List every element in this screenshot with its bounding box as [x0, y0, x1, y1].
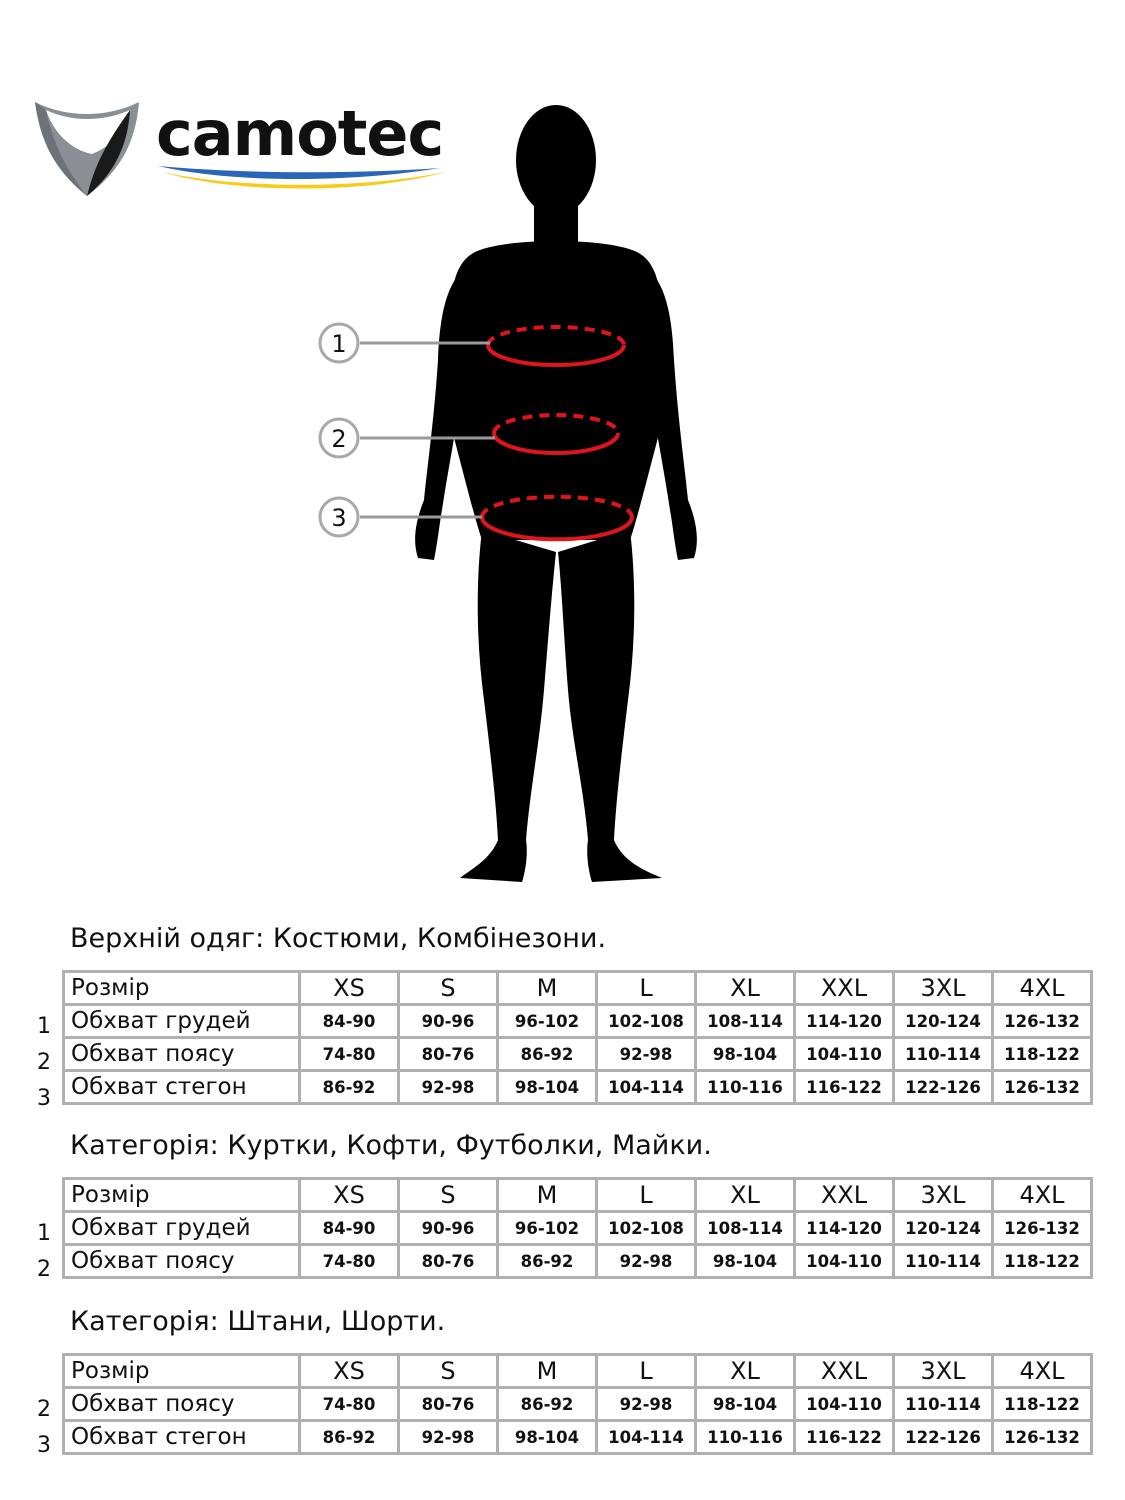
row-number: 1 — [37, 1221, 51, 1246]
table-cell: 104-114 — [597, 1421, 696, 1454]
table-row — [64, 1388, 1092, 1421]
table-cell: 104-110 — [795, 1388, 894, 1421]
size-table-trousers — [62, 1353, 1093, 1455]
size-header: M — [498, 1355, 597, 1388]
size-header: 3XL — [894, 1355, 993, 1388]
marker-3-label: 3 — [331, 504, 347, 532]
table-header-row — [64, 1355, 1092, 1388]
table-cell: 98-104 — [696, 1245, 795, 1278]
row-label: Обхват поясу — [64, 1388, 300, 1421]
row-label: Обхват стегон — [64, 1421, 300, 1454]
row-label: Обхват поясу — [64, 1245, 300, 1278]
section-title-trousers: Категорія: Штани, Шорти. — [70, 1306, 446, 1337]
size-header: 3XL — [894, 972, 993, 1005]
section-title-tops: Категорія: Куртки, Кофти, Футболки, Майки. — [70, 1130, 712, 1161]
table-cell: 110-114 — [894, 1038, 993, 1071]
size-table-outerwear — [62, 970, 1093, 1105]
table-row — [64, 1005, 1092, 1038]
table-cell: 80-76 — [399, 1388, 498, 1421]
table-cell: 104-114 — [597, 1071, 696, 1104]
size-header: 3XL — [894, 1179, 993, 1212]
table-cell: 126-132 — [993, 1421, 1092, 1454]
size-header: S — [399, 1179, 498, 1212]
table-cell: 126-132 — [993, 1005, 1092, 1038]
table-cell: 108-114 — [696, 1005, 795, 1038]
body-silhouette — [300, 100, 740, 900]
table-cell: 104-110 — [795, 1245, 894, 1278]
table-cell: 118-122 — [993, 1388, 1092, 1421]
marker-1-label: 1 — [331, 330, 347, 358]
header-label: Розмір — [64, 1355, 300, 1388]
table-cell: 92-98 — [597, 1038, 696, 1071]
size-header: L — [597, 1179, 696, 1212]
table-cell: 118-122 — [993, 1038, 1092, 1071]
size-header: L — [597, 972, 696, 1005]
table-cell: 108-114 — [696, 1212, 795, 1245]
table-cell: 110-114 — [894, 1388, 993, 1421]
header-label: Розмір — [64, 972, 300, 1005]
brand-wordmark: camotec — [156, 97, 444, 170]
size-header: L — [597, 1355, 696, 1388]
header-label: Розмір — [64, 1179, 300, 1212]
table-row — [64, 1038, 1092, 1071]
table-cell: 80-76 — [399, 1245, 498, 1278]
table-cell: 122-126 — [894, 1421, 993, 1454]
table-row — [64, 1212, 1092, 1245]
row-number: 2 — [37, 1257, 51, 1282]
table-cell: 120-124 — [894, 1005, 993, 1038]
size-header: XL — [696, 1179, 795, 1212]
table-cell: 114-120 — [795, 1005, 894, 1038]
table-cell: 86-92 — [498, 1388, 597, 1421]
table-cell: 102-108 — [597, 1005, 696, 1038]
table-header-row — [64, 1179, 1092, 1212]
size-header: M — [498, 1179, 597, 1212]
table-cell: 74-80 — [300, 1038, 399, 1071]
size-header: XXL — [795, 1355, 894, 1388]
table-row — [64, 1071, 1092, 1104]
table-cell: 74-80 — [300, 1245, 399, 1278]
size-header: XS — [300, 1355, 399, 1388]
row-number: 2 — [37, 1050, 51, 1075]
table-cell: 80-76 — [399, 1038, 498, 1071]
row-number: 3 — [37, 1086, 51, 1111]
row-label: Обхват грудей — [64, 1212, 300, 1245]
table-cell: 122-126 — [894, 1071, 993, 1104]
shield-logo-icon — [32, 98, 142, 208]
table-cell: 126-132 — [993, 1071, 1092, 1104]
size-header: XXL — [795, 1179, 894, 1212]
table-cell: 86-92 — [300, 1071, 399, 1104]
table-cell: 86-92 — [498, 1038, 597, 1071]
table-cell: 98-104 — [498, 1421, 597, 1454]
table-cell: 116-122 — [795, 1071, 894, 1104]
table-cell: 96-102 — [498, 1212, 597, 1245]
table-cell: 110-114 — [894, 1245, 993, 1278]
row-number: 2 — [37, 1397, 51, 1422]
size-header: S — [399, 1355, 498, 1388]
table-cell: 116-122 — [795, 1421, 894, 1454]
table-cell: 92-98 — [597, 1245, 696, 1278]
table-cell: 104-110 — [795, 1038, 894, 1071]
row-label: Обхват стегон — [64, 1071, 300, 1104]
size-header: 4XL — [993, 972, 1092, 1005]
table-cell: 114-120 — [795, 1212, 894, 1245]
size-header: XS — [300, 972, 399, 1005]
table-cell: 86-92 — [498, 1245, 597, 1278]
size-header: M — [498, 972, 597, 1005]
row-number: 3 — [37, 1433, 51, 1458]
section-title-outerwear: Верхній одяг: Костюми, Комбінезони. — [70, 923, 607, 954]
table-header-row — [64, 972, 1092, 1005]
table-cell: 86-92 — [300, 1421, 399, 1454]
table-cell: 126-132 — [993, 1212, 1092, 1245]
row-label: Обхват поясу — [64, 1038, 300, 1071]
size-header: XXL — [795, 972, 894, 1005]
table-cell: 118-122 — [993, 1245, 1092, 1278]
size-table-tops — [62, 1177, 1093, 1279]
table-cell: 96-102 — [498, 1005, 597, 1038]
table-cell: 92-98 — [597, 1388, 696, 1421]
size-header: S — [399, 972, 498, 1005]
table-cell: 84-90 — [300, 1212, 399, 1245]
table-cell: 90-96 — [399, 1212, 498, 1245]
size-header: XS — [300, 1179, 399, 1212]
table-cell: 74-80 — [300, 1388, 399, 1421]
table-cell: 92-98 — [399, 1071, 498, 1104]
table-row — [64, 1245, 1092, 1278]
table-cell: 102-108 — [597, 1212, 696, 1245]
table-cell: 110-116 — [696, 1071, 795, 1104]
table-row — [64, 1421, 1092, 1454]
size-header: XL — [696, 1355, 795, 1388]
table-cell: 90-96 — [399, 1005, 498, 1038]
row-number: 1 — [37, 1014, 51, 1039]
table-cell: 110-116 — [696, 1421, 795, 1454]
table-cell: 98-104 — [696, 1038, 795, 1071]
table-cell: 84-90 — [300, 1005, 399, 1038]
table-cell: 92-98 — [399, 1421, 498, 1454]
marker-2-label: 2 — [331, 425, 347, 453]
table-cell: 98-104 — [696, 1388, 795, 1421]
row-label: Обхват грудей — [64, 1005, 300, 1038]
table-cell: 98-104 — [498, 1071, 597, 1104]
size-header: 4XL — [993, 1179, 1092, 1212]
table-cell: 120-124 — [894, 1212, 993, 1245]
size-header: 4XL — [993, 1355, 1092, 1388]
size-header: XL — [696, 972, 795, 1005]
